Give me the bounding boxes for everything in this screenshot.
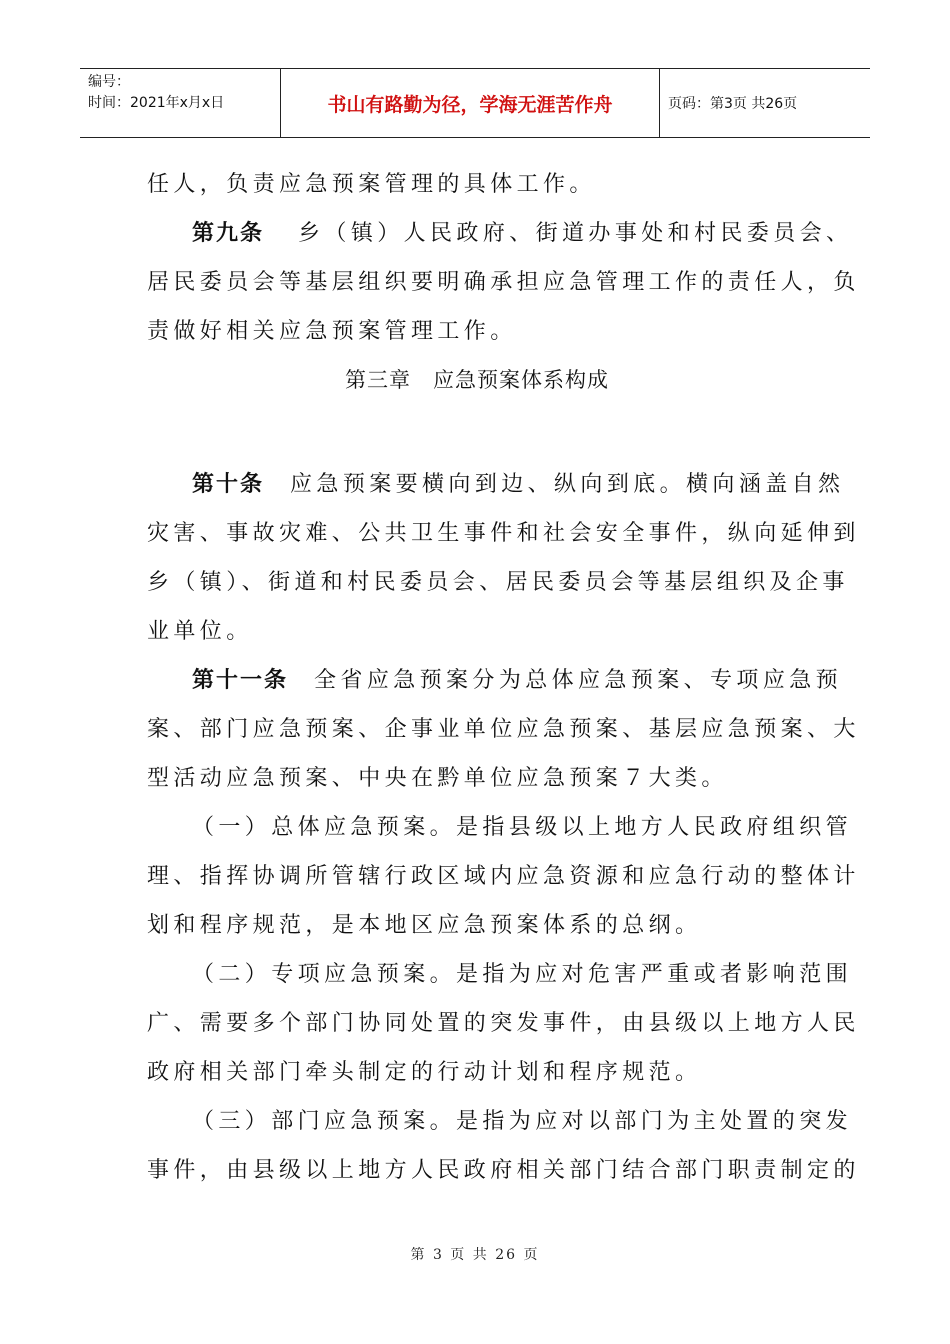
text-line: 理、指挥协调所管辖行政区域内应急资源和应急行动的整体计 [147, 864, 860, 889]
article-11-line [147, 656, 843, 705]
text-line: 居民委员会等基层组织要明确承担应急管理工作的责任人，负 [147, 270, 860, 295]
article-9-title: 第九条 [192, 221, 265, 246]
document-body [147, 160, 860, 1195]
text-line: 事件，由县级以上地方人民政府相关部门结合部门职责制定的 [147, 1158, 860, 1183]
number-label: 编号： [88, 74, 130, 90]
article-10-line [147, 460, 845, 509]
text-line: （三）部门应急预案。是指为应对以部门为主处置的突发 [192, 1109, 853, 1134]
text-line: 案、部门应急预案、企事业单位应急预案、基层应急预案、大 [147, 717, 860, 742]
header-meta [80, 69, 281, 137]
text-line: 乡（镇）、街道和村民委员会、居民委员会等基层组织及企事 [147, 570, 849, 595]
text-line: 划和程序规范，是本地区应急预案体系的总纲。 [147, 913, 702, 938]
article-10-title: 第十条 [192, 472, 265, 497]
text-line: 任人，负责应急预案管理的具体工作。 [147, 172, 596, 197]
text-line: （一）总体应急预案。是指县级以上地方人民政府组织管 [192, 815, 853, 840]
article-9-line [147, 209, 853, 258]
text-line: 政府相关部门牵头制定的行动计划和程序规范。 [147, 1060, 702, 1085]
article-10-text: 应急预案要横向到边、纵向到底。横向涵盖自然 [290, 472, 845, 497]
article-11-title: 第十一条 [192, 668, 289, 693]
header-motto: 书山有路勤为径，学海无涯苦作舟 [281, 69, 660, 137]
article-11-text: 全省应急预案分为总体应急预案、专项应急预 [314, 668, 843, 693]
header-table [80, 68, 870, 138]
page-footer: 第 3 页 共 26 页 [410, 1247, 540, 1263]
header-page-info: 页码：第3页 共26页 [668, 96, 798, 112]
article-9-text: 乡（镇）人民政府、街道办事处和村民委员会、 [298, 221, 853, 246]
text-line: 责做好相关应急预案管理工作。 [147, 319, 517, 344]
chapter-heading: 第三章 应急预案体系构成 [345, 368, 609, 392]
text-line: （二）专项应急预案。是指为应对危害严重或者影响范围 [192, 962, 853, 987]
text-line: 业单位。 [147, 619, 253, 644]
text-line: 型活动应急预案、中央在黔单位应急预案７大类。 [147, 766, 728, 791]
text-line: 灾害、事故灾难、公共卫生事件和社会安全事件，纵向延伸到 [147, 521, 860, 546]
date-label: 时间：2021年x月x日 [88, 95, 225, 111]
text-line: 广、需要多个部门协同处置的突发事件，由县级以上地方人民 [147, 1011, 860, 1036]
